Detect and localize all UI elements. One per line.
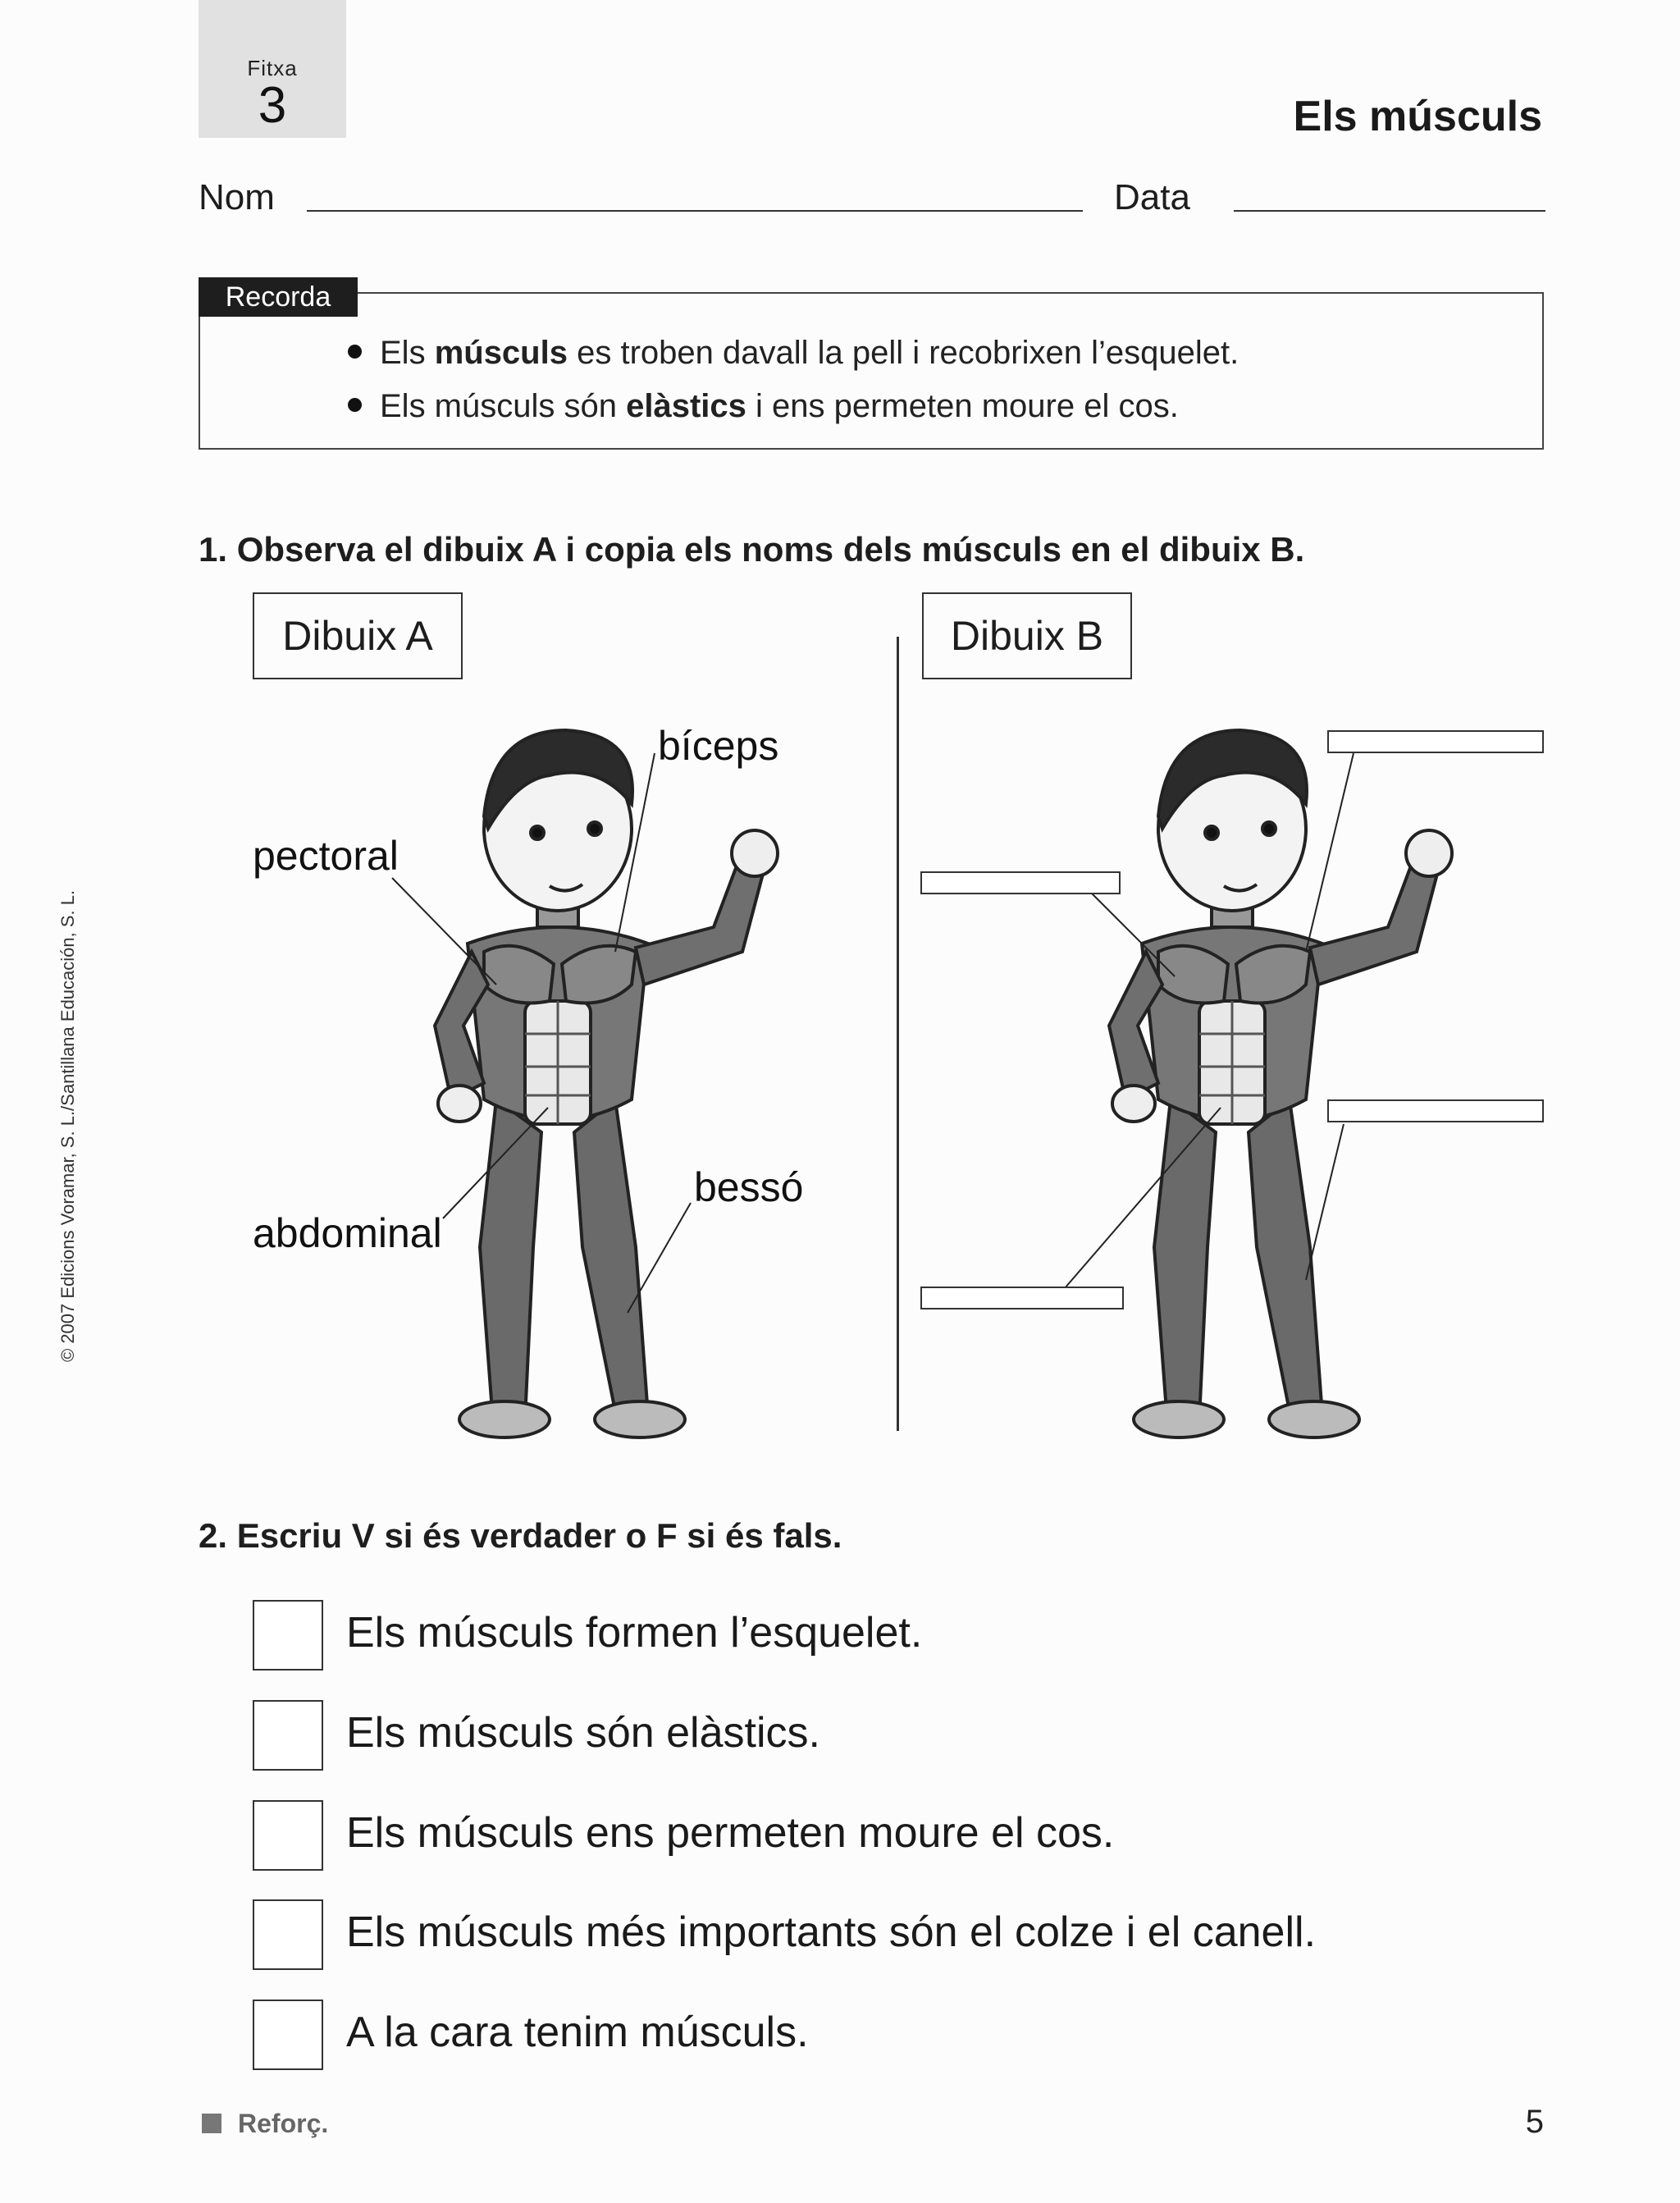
boy-illustration bbox=[435, 730, 778, 1437]
drawing-a-label: Dibuix A bbox=[253, 592, 463, 679]
answer-box-biceps[interactable] bbox=[1327, 730, 1544, 753]
statement-text: Els músculs formen l’esquelet. bbox=[346, 1609, 923, 1657]
bullet-icon bbox=[348, 398, 362, 412]
bullet-icon bbox=[348, 345, 362, 359]
section-marker-icon bbox=[202, 2114, 221, 2133]
name-field[interactable] bbox=[307, 210, 1083, 212]
answer-box-abdominal[interactable] bbox=[920, 1287, 1124, 1309]
answer-checkbox[interactable] bbox=[253, 1899, 323, 1970]
leader-line-pectoral bbox=[392, 878, 496, 985]
reminder-tag: Recorda bbox=[199, 277, 358, 317]
reminder-bullet: Els músculs es troben davall la pell i recobrixen l’esquelet. bbox=[348, 335, 1239, 372]
worksheet-label: Fitxa bbox=[247, 56, 298, 80]
page-title: Els músculs bbox=[1293, 93, 1542, 140]
label-pectoral: pectoral bbox=[253, 833, 399, 879]
drawing-b-label: Dibuix B bbox=[922, 592, 1132, 679]
exercise-1-title: 1. Observa el dibuix A i copia els noms dels músculs en el dibuix B. bbox=[199, 530, 1305, 569]
statement-text: Els músculs ens permeten moure el cos. bbox=[346, 1809, 1115, 1857]
statement-text: A la cara tenim músculs. bbox=[346, 2009, 809, 2056]
page-number: 5 bbox=[1525, 2104, 1544, 2140]
name-label: Nom bbox=[199, 177, 275, 217]
leader-line-1 bbox=[1306, 753, 1354, 952]
leader-line-3 bbox=[1306, 1124, 1344, 1280]
boy-illustration bbox=[1109, 730, 1452, 1437]
answer-checkbox[interactable] bbox=[253, 2000, 323, 2070]
date-label: Data bbox=[1114, 177, 1190, 217]
answer-box-besso[interactable] bbox=[1327, 1099, 1544, 1122]
statement-text: Els músculs més importants són el colze i el canell. bbox=[346, 1908, 1317, 1956]
label-besso: bessó bbox=[694, 1164, 804, 1210]
answer-box-pectoral[interactable] bbox=[920, 871, 1121, 894]
reminder-bullet: Els músculs són elàstics i ens permeten moure el cos. bbox=[348, 388, 1179, 425]
label-biceps: bíceps bbox=[658, 723, 779, 769]
muscle-figure-b bbox=[863, 640, 1503, 1444]
label-abdominal: abdominal bbox=[253, 1210, 442, 1256]
worksheet-number: 3 bbox=[258, 77, 287, 134]
copyright-notice: © 2007 Edicions Voramar, S. L./Santillana Educación, S. L. bbox=[57, 889, 78, 1362]
exercise-2-title: 2. Escriu V si és verdader o F si és fals. bbox=[199, 1516, 842, 1555]
answer-checkbox[interactable] bbox=[253, 1800, 323, 1871]
date-field[interactable] bbox=[1234, 210, 1545, 212]
section-label: Reforç. bbox=[238, 2109, 329, 2138]
answer-checkbox[interactable] bbox=[253, 1700, 323, 1771]
answer-checkbox[interactable] bbox=[253, 1600, 323, 1671]
statement-text: Els músculs són elàstics. bbox=[346, 1709, 820, 1757]
leader-line-2 bbox=[1084, 886, 1175, 976]
